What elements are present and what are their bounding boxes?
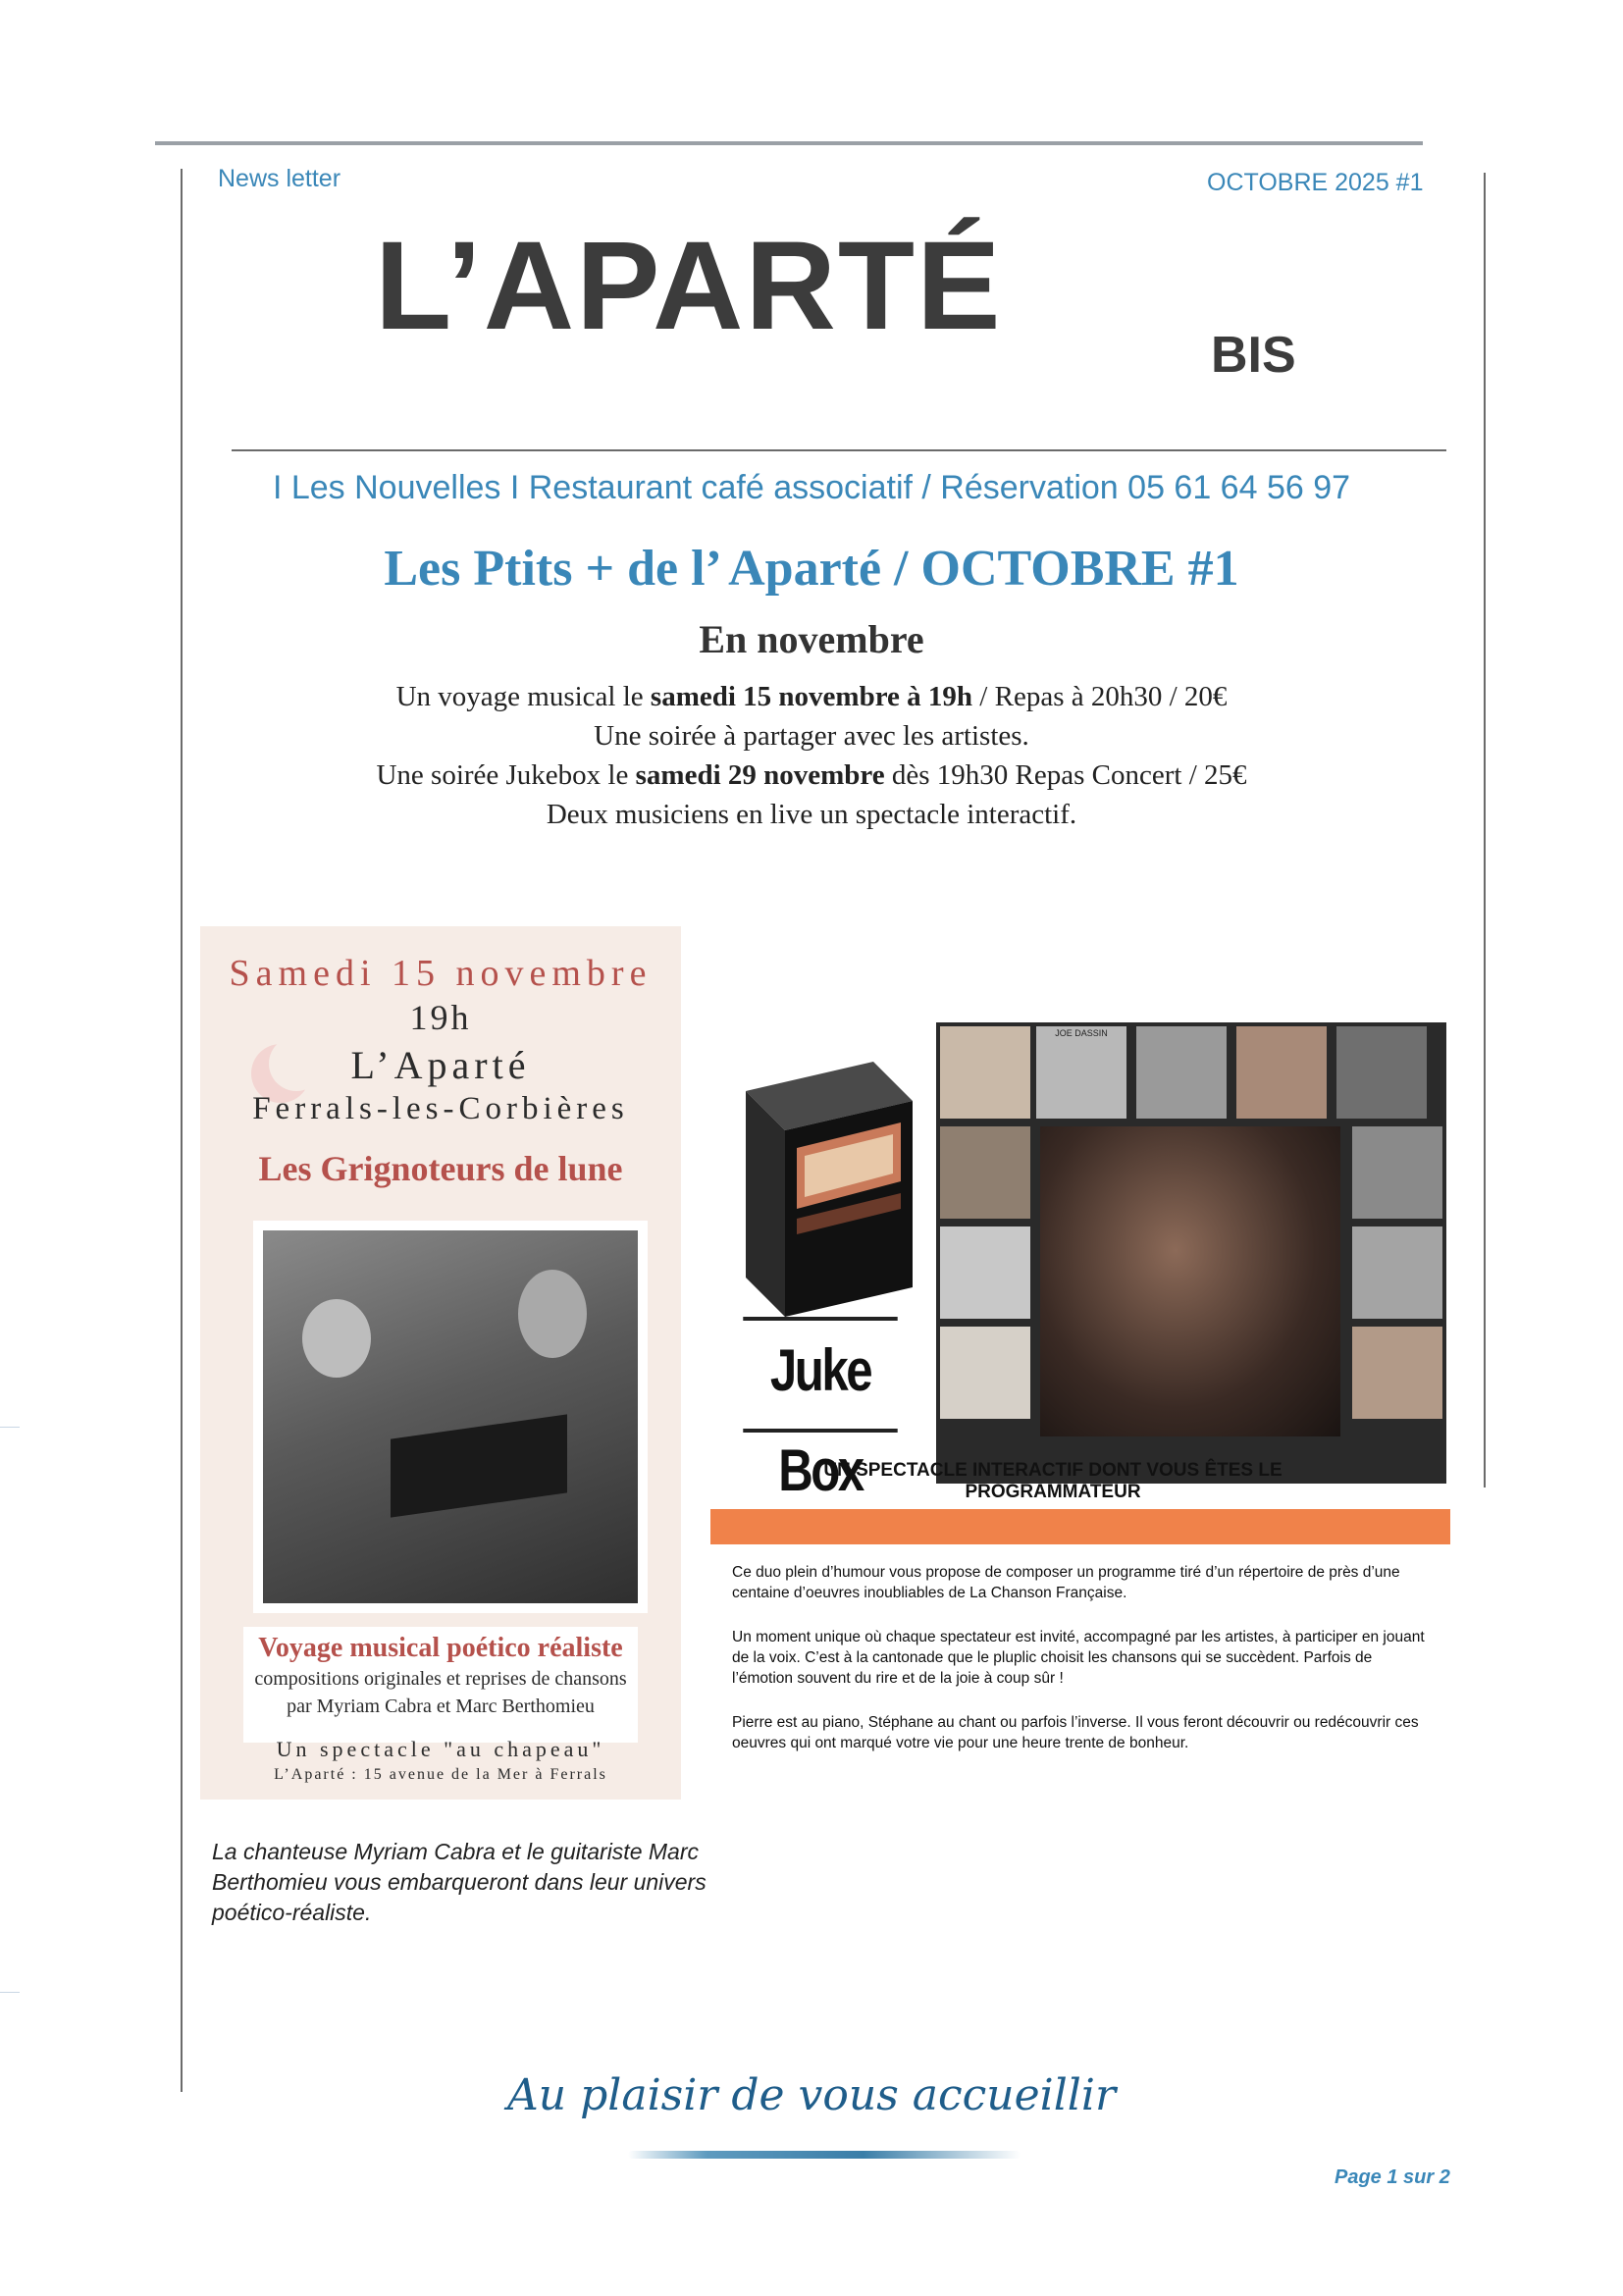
poster-subtitle: Voyage musical poético réaliste (258, 1633, 623, 1663)
events-list (177, 677, 1446, 834)
concert-poster (200, 926, 681, 1800)
scan-mark (0, 1992, 20, 1993)
subheading: I Les Nouvelles I Restaurant café associatif / Réservation 05 61 64 56 97 (272, 469, 1351, 506)
music-stand (391, 1414, 567, 1517)
poster-venue: L’Aparté (350, 1043, 531, 1087)
event-line: Une soirée à partager avec les artistes. (594, 720, 1029, 752)
event-line: Une soirée Jukebox le samedi 29 novembre dès 19h30 Repas Concert / 25€ (376, 759, 1247, 791)
brush-stroke (628, 2151, 1021, 2159)
portrait-photo (1336, 1026, 1427, 1119)
left-border-line (181, 169, 183, 2092)
portrait-photo (940, 1126, 1030, 1219)
issue-label: OCTOBRE 2025 #1 (1207, 169, 1424, 196)
portrait-photo (1352, 1226, 1442, 1319)
portrait-photo (1236, 1026, 1327, 1119)
guitarist-figure (302, 1299, 371, 1378)
portrait-photo (940, 1226, 1030, 1319)
portrait-collage (936, 1022, 1446, 1484)
jukebox-icon (726, 1062, 913, 1317)
orange-divider (710, 1509, 1450, 1544)
scan-mark (0, 1427, 20, 1428)
poster-hat-note: Un spectacle "au chapeau" (276, 1737, 605, 1761)
performers-photo (1040, 1126, 1340, 1436)
jukebox-strapline: UN SPECTACLE INTERACTIF DONT VOUS ÊTES LE PROGRAMMATEUR (823, 1460, 1283, 1502)
masthead-suffix: BIS (1211, 327, 1296, 384)
portrait-photo (1352, 1327, 1442, 1419)
jukebox-description (732, 1562, 1427, 1777)
poster-address: L’Aparté : 15 avenue de la Mer à Ferrals (274, 1766, 607, 1783)
section-title: Les Ptits + de l’ Aparté / OCTOBRE #1 (384, 541, 1239, 597)
signoff: Au plaisir de vous accueillir (507, 2070, 1116, 2120)
poster-caption: La chanteuse Myriam Cabra et le guitariste Marc Berthomieu vous embarqueront dans leur univers poético-réaliste. (212, 1839, 707, 1925)
portrait-photo (1352, 1126, 1442, 1219)
newsletter-label: News letter (218, 165, 341, 192)
jukebox-paragraph: Pierre est au piano, Stéphane au chant ou parfois l’inverse. Il vous feront découvrir ou redécouvrir ces oeuvres qui ont marqué votre vie pour une heure trente de bonheur. (732, 1714, 1419, 1751)
poster-town: Ferrals-les-Corbières (252, 1091, 629, 1126)
masthead-title: L’APARTÉ (375, 216, 1003, 356)
poster-band-name: Les Grignoteurs de lune (258, 1149, 623, 1188)
jukebox-paragraph: Un moment unique où chaque spectateur est invité, accompagné par les artistes, à participer en jouant de la voix. C’est à la cantonade que le pluplic choisit les chansons qui se succèdent. Parfois de l’émotion souvent du rire et de la joie à coup sûr ! (732, 1629, 1425, 1687)
month-title: En novembre (699, 617, 924, 661)
musicians-photo (253, 1221, 648, 1613)
top-rule (155, 141, 1423, 145)
right-border-line (1484, 173, 1486, 1487)
poster-time: 19h (409, 998, 472, 1037)
portrait-photo (1036, 1026, 1126, 1119)
page-number: Page 1 sur 2 (1335, 2166, 1450, 2188)
masthead-rule (232, 449, 1446, 451)
event-line: Un voyage musical le samedi 15 novembre à 19h / Repas à 20h30 / 20€ (395, 681, 1228, 712)
singer-figure (518, 1270, 587, 1358)
event-line: Deux musiciens en live un spectacle interactif. (546, 799, 1077, 830)
poster-desc-line: compositions originales et reprises de chansons (254, 1668, 627, 1690)
poster-desc-line: par Myriam Cabra et Marc Berthomieu (287, 1696, 595, 1717)
portrait-photo (940, 1026, 1030, 1119)
portrait-photo (940, 1327, 1030, 1419)
poster-date: Samedi 15 novembre (229, 953, 653, 994)
jukebox-logo: Juke Box (743, 1317, 897, 1433)
portrait-label: JOE DASSIN (1055, 1028, 1108, 1038)
jukebox-paragraph: Ce duo plein d’humour vous propose de composer un programme tiré d’un répertoire de près d’une centaine d’oeuvres inoubliables de La Chanson Française. (732, 1564, 1400, 1601)
portrait-photo (1136, 1026, 1227, 1119)
